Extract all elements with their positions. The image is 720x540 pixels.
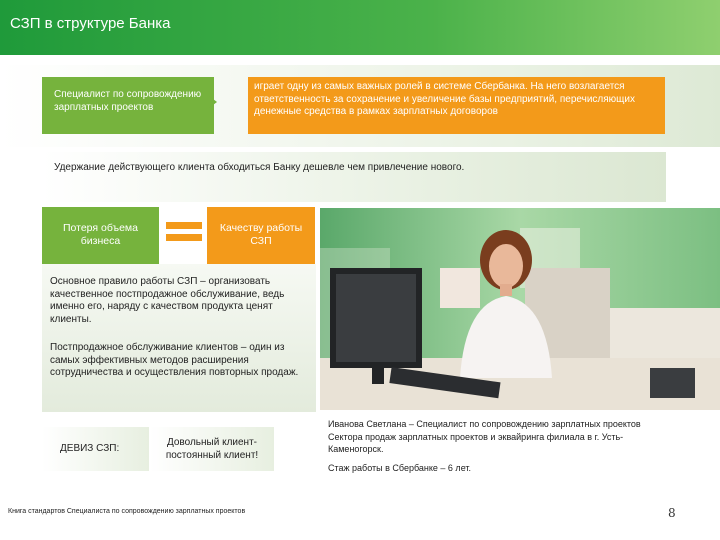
equals-sign-icon [166, 222, 202, 229]
page-title: СЗП в структуре Банка [10, 15, 171, 32]
retention-text: Удержание действующего клиента обходиться Банку дешевле чем привлечение нового. [54, 162, 465, 173]
work-quality-label: Качеству работы СЗП [219, 222, 303, 247]
retention-band [42, 152, 666, 202]
work-quality-box [207, 207, 315, 264]
motto-label-box [42, 427, 149, 471]
role-label: Специалист по сопровождению зарплатных проектов [54, 89, 202, 113]
caption-name-role: Иванова Светлана – Специалист по сопровождению зарплатных проектов Сектора продаж зарплатных проектов и эквайринга филиала в г. Усть-Каменогорск. [328, 419, 641, 454]
business-loss-label: Потеря объема бизнеса [63, 222, 138, 247]
role-description-box [248, 77, 665, 134]
page-number: 8 [668, 506, 676, 520]
employee-photo [320, 208, 720, 410]
role-label-box [42, 77, 214, 134]
motto-label: ДЕВИЗ СЗП: [60, 443, 120, 454]
motto-text-box [150, 427, 274, 471]
footer-text: Книга стандартов Специалиста по сопровождению зарплатных проектов [8, 508, 246, 515]
arrow-right-icon [209, 96, 217, 108]
rule-paragraph-1: Основное правило работы СЗП – организовать качественное постпродажное обслуживание, ведь именно его, наряду с качеством продукта ценят клиенты. [50, 276, 285, 325]
header-bar [0, 0, 720, 55]
photo-caption [328, 418, 658, 474]
rule-paragraph-2: Постпродажное обслуживание клиентов – один из самых эффективных методов расширения сотрудничества и осуществления повторных продаж. [50, 342, 299, 379]
equals-sign-icon-lower [166, 234, 202, 241]
motto-text: Довольный клиент- постоянный клиент! [165, 437, 259, 461]
caption-experience: Стаж работы в Сбербанке – 6 лет. [328, 462, 472, 473]
business-loss-box [42, 207, 159, 264]
role-description: играет одну из самых важных ролей в системе Сбербанка. На него возлагается ответственность за сохранение и увеличение базы предприятий, перечисляющих денежные средства в рамках зарплатных договоров [254, 81, 635, 117]
rules-box [42, 264, 316, 412]
employee-photo-illustration [320, 208, 720, 410]
